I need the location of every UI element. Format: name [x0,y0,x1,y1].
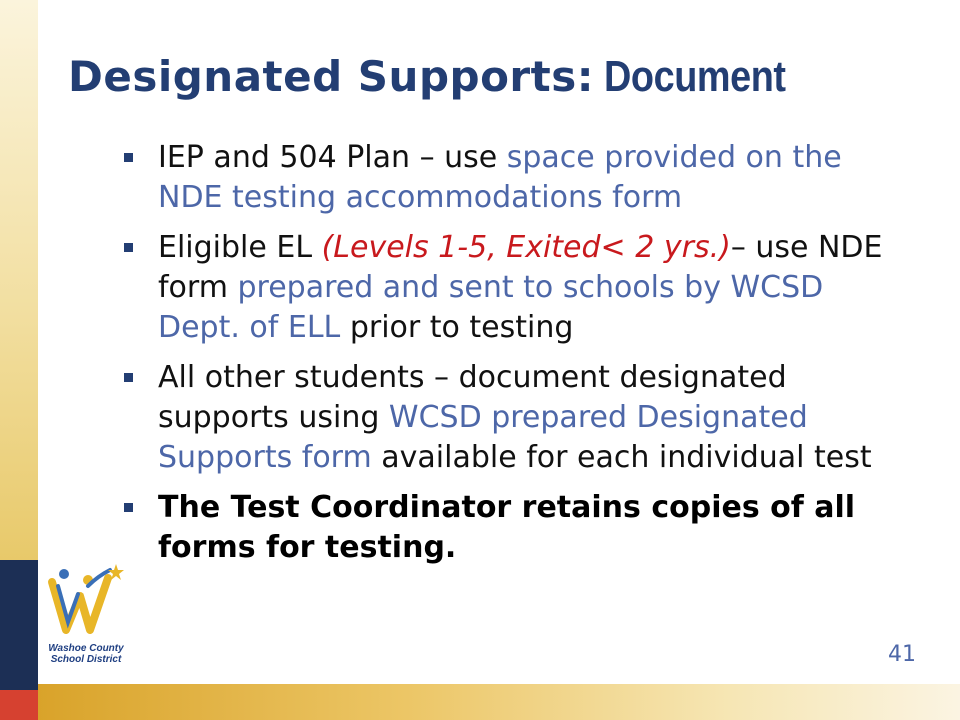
bullet-4-text: The Test Coordinator retains copies of all forms for testing. [158,490,856,565]
bullet-item-coordinator [124,488,914,568]
square-bullet-icon [124,243,133,252]
bullet-2-highlight: prepared and sent to schools by WCSD Dept. of ELL [158,270,824,345]
page-number: 41 [888,642,916,667]
bullet-2-text: Eligible EL [158,230,322,265]
square-bullet-icon [124,153,133,162]
logo-line-1: Washoe County [48,643,124,654]
bullet-item-iep [124,138,914,218]
red-corner-block [0,690,38,720]
bullet-3-text-2: available for each individual test [371,440,872,475]
square-bullet-icon [124,503,133,512]
square-bullet-icon [124,373,133,382]
bullet-1-text: IEP and 504 Plan – use [158,140,507,175]
title-part-2: Document [604,52,786,101]
bullet-3-text: All other students – document designated supports using [158,360,787,435]
left-decor-strip [0,0,38,560]
slide-title [68,52,815,102]
logo-text [44,643,128,665]
bullet-item-other-students [124,358,914,478]
bullet-1-highlight: space provided on the NDE testing accommodations form [158,140,842,215]
title-part-1: Designated Supports: [68,52,595,101]
district-logo-icon [44,560,128,644]
bullet-2-levels: (Levels 1-5, Exited< 2 yrs.) [321,230,731,265]
bullet-2-text-2: – use NDE form [158,230,883,305]
bullet-3-highlight: WCSD prepared Designated Supports form [158,400,808,475]
bullet-item-el [124,228,914,348]
bullet-list [124,138,914,578]
logo-line-2: School District [50,654,122,665]
district-logo [44,560,128,672]
bottom-gold-band [38,684,960,720]
bullet-2-text-3: prior to testing [340,310,574,345]
